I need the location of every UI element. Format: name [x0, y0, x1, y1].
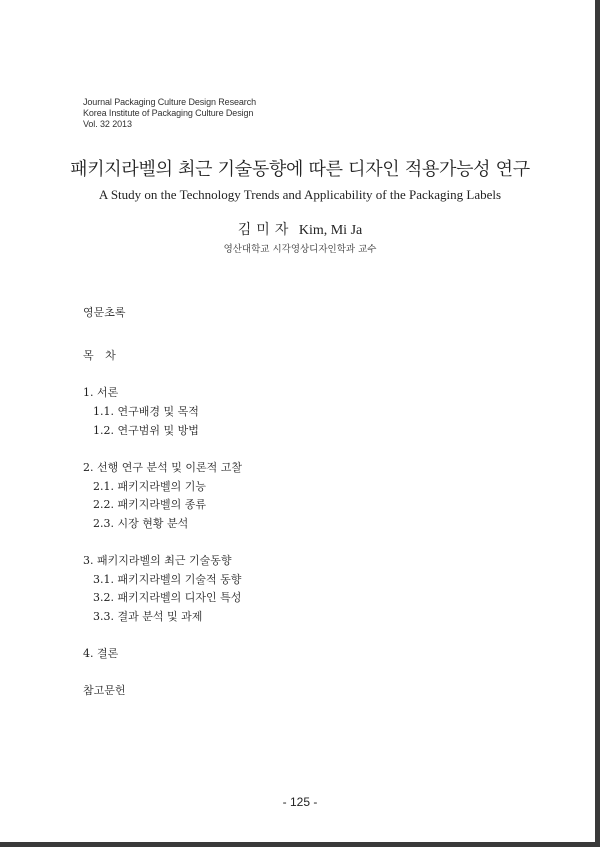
author-affiliation: 영산대학교 시각영상디자인학과 교수: [223, 244, 377, 255]
author-name-english: Kim, Mi Ja: [298, 223, 363, 238]
toc-heading: 목 차: [83, 349, 120, 362]
journal-header: [83, 97, 256, 130]
author-line: [0, 222, 600, 240]
toc-item-1-1: 1.1. 연구배경 및 목적: [93, 405, 199, 418]
toc-section-4: 4. 결론: [83, 647, 119, 660]
journal-publisher: Korea Institute of Packaging Culture Design: [83, 108, 254, 118]
toc-item-2-3: 2.3. 시장 현황 분석: [93, 517, 189, 530]
paper-title-korean: 패키지라벨의 최근 기술동향에 따른 디자인 적용가능성 연구: [70, 159, 530, 180]
toc-abstract: 영문초록: [83, 306, 126, 319]
toc-references: 참고문헌: [83, 684, 126, 697]
toc-section-2: 2. 선행 연구 분석 및 이론적 고찰: [83, 461, 242, 474]
journal-name: Journal Packaging Culture Design Research: [83, 97, 256, 107]
journal-volume: Vol. 32 2013: [83, 119, 132, 129]
toc-section-1: 1. 서론: [83, 386, 119, 399]
page-number: - 125 -: [282, 795, 318, 809]
toc-item-1-2: 1.2. 연구범위 및 방법: [93, 424, 199, 437]
toc-item-2-2: 2.2. 패키지라벨의 종류: [93, 498, 206, 511]
toc-item-3-2: 3.2. 패키지라벨의 디자인 특성: [93, 591, 242, 604]
toc-item-3-3: 3.3. 결과 분석 및 과제: [93, 610, 203, 623]
paper-title-english: A Study on the Technology Trends and Applicability of the Packaging Labels: [98, 187, 502, 202]
author-name-korean: 김미자: [237, 223, 294, 238]
toc-item-2-1: 2.1. 패키지라벨의 기능: [93, 480, 206, 493]
toc-item-3-1: 3.1. 패키지라벨의 기술적 동향: [93, 573, 242, 586]
toc-section-3: 3. 패키지라벨의 최근 기술동향: [83, 554, 232, 567]
